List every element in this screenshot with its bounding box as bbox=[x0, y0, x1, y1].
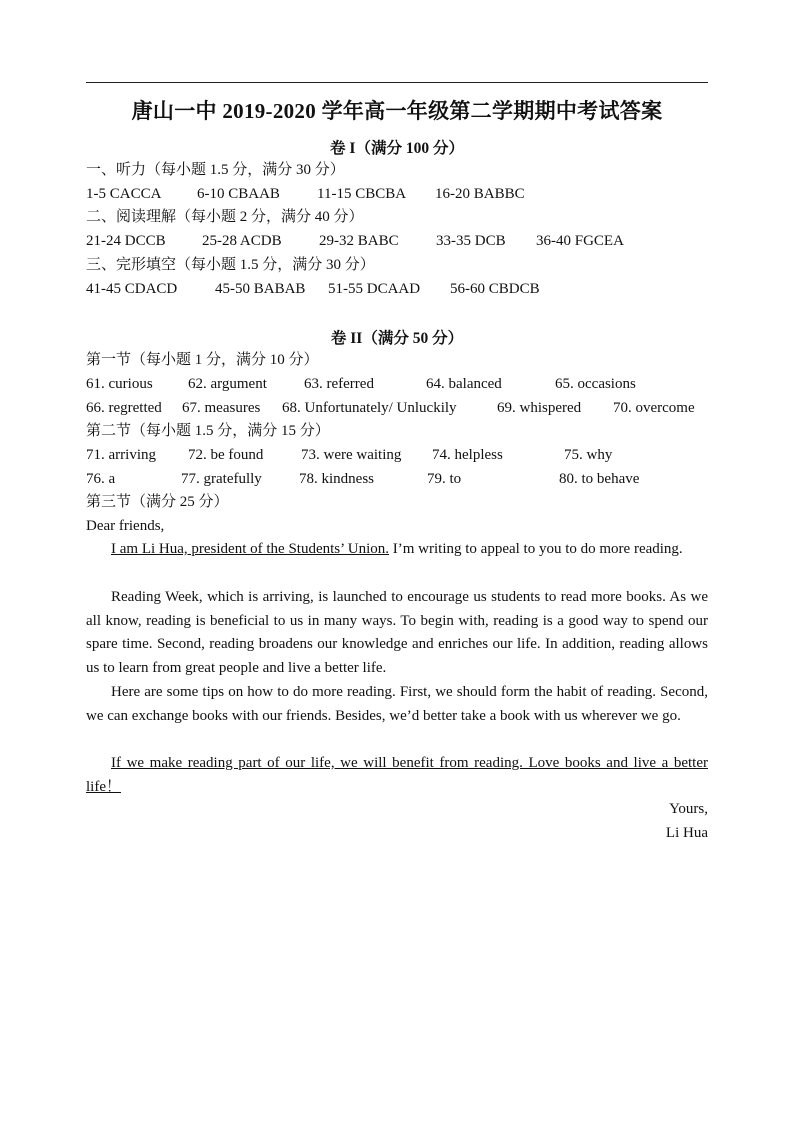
letter-paragraph-4 bbox=[86, 752, 708, 799]
answer-group: 33-35 DCB bbox=[436, 233, 506, 249]
answer-group: 11-15 CBCBA bbox=[317, 186, 407, 202]
underlined-sentence: I am Li Hua, president of the Students’ Union. bbox=[111, 541, 389, 557]
word-answer: 79. to bbox=[427, 471, 462, 487]
answer-group: 29-32 BABC bbox=[319, 233, 399, 249]
letter-paragraph-1 bbox=[86, 538, 708, 562]
letter-paragraph-3: Here are some tips on how to do more reading. First, we should form the habit of reading. Second, we can exchange books with our friends. Besides, we’d better take a book with us wherever we go. bbox=[86, 684, 708, 724]
word-answer: 76. a bbox=[86, 471, 116, 487]
word-answer: 73. were waiting bbox=[301, 447, 402, 463]
word-answer: 80. to behave bbox=[559, 471, 640, 487]
page-title: 唐山一中 2019-2020 学年高一年级第二学期期中考试答案 bbox=[131, 99, 663, 123]
section-listening-label: 一、听力（每小题 1.5 分，满分 30 分） bbox=[86, 162, 345, 178]
answer-group: 25-28 ACDB bbox=[202, 233, 282, 249]
top-rule bbox=[86, 82, 708, 83]
word-answer: 65. occasions bbox=[555, 376, 636, 392]
answer-group: 36-40 FGCEA bbox=[536, 233, 624, 249]
answer-group: 21-24 DCCB bbox=[86, 233, 166, 249]
word-answer: 66. regretted bbox=[86, 400, 162, 416]
word-answer: 63. referred bbox=[304, 376, 374, 392]
answer-group: 16-20 BABBC bbox=[435, 186, 525, 202]
word-answer: 74. helpless bbox=[432, 447, 503, 463]
answer-group: 41-45 CDACD bbox=[86, 281, 178, 297]
word-answer: 61. curious bbox=[86, 376, 153, 392]
word-answer: 67. measures bbox=[182, 400, 261, 416]
word-answer: 72. be found bbox=[188, 447, 264, 463]
word-answer: 71. arriving bbox=[86, 447, 156, 463]
paragraph-text: I’m writing to appeal to you to do more reading. bbox=[389, 541, 683, 557]
letter-paragraph-2: Reading Week, which is arriving, is launched to encourage us students to read more books. As we all know, reading is beneficial to us in many ways. To begin with, reading is a good way to spend our spare time. Second, reading broadens our knowledge and enriches our life. In addition, reading allows us to learn from great people and live a better life. bbox=[86, 589, 708, 677]
word-answer: 62. argument bbox=[188, 376, 267, 392]
letter-greeting: Dear friends, bbox=[86, 518, 165, 534]
answer-group: 6-10 CBAAB bbox=[197, 186, 280, 202]
section-cloze-label: 三、完形填空（每小题 1.5 分，满分 30 分） bbox=[86, 257, 375, 273]
word-answer: 78. kindness bbox=[299, 471, 374, 487]
letter-closing: Yours, bbox=[669, 801, 708, 817]
word-answer: 75. why bbox=[564, 447, 613, 463]
letter-signature: Li Hua bbox=[665, 825, 708, 841]
word-answer: 70. overcome bbox=[613, 400, 695, 416]
underlined-sentence: If we make reading part of our life, we will benefit from reading. Love books and live a better life！ bbox=[86, 755, 708, 795]
answer-group: 45-50 BABAB bbox=[215, 281, 306, 297]
answer-group: 56-60 CBDCB bbox=[450, 281, 540, 297]
sec2-label: 第二节（每小题 1.5 分，满分 15 分） bbox=[86, 423, 330, 439]
word-answer: 68. Unfortunately/ Unluckily bbox=[282, 400, 457, 416]
word-answer: 69. whispered bbox=[497, 400, 582, 416]
sec1-label: 第一节（每小题 1 分，满分 10 分） bbox=[86, 352, 319, 368]
sec3-label: 第三节（满分 25 分） bbox=[86, 494, 229, 510]
answer-group: 51-55 DCAAD bbox=[328, 281, 421, 297]
section-reading-label: 二、阅读理解（每小题 2 分，满分 40 分） bbox=[86, 209, 364, 225]
word-answer: 77. gratefully bbox=[181, 471, 262, 487]
word-answer: 64. balanced bbox=[426, 376, 502, 392]
vol2-heading: 卷 II（满分 50 分） bbox=[330, 330, 464, 347]
answer-group: 1-5 CACCA bbox=[86, 186, 162, 202]
vol1-heading: 卷 I（满分 100 分） bbox=[330, 140, 464, 157]
